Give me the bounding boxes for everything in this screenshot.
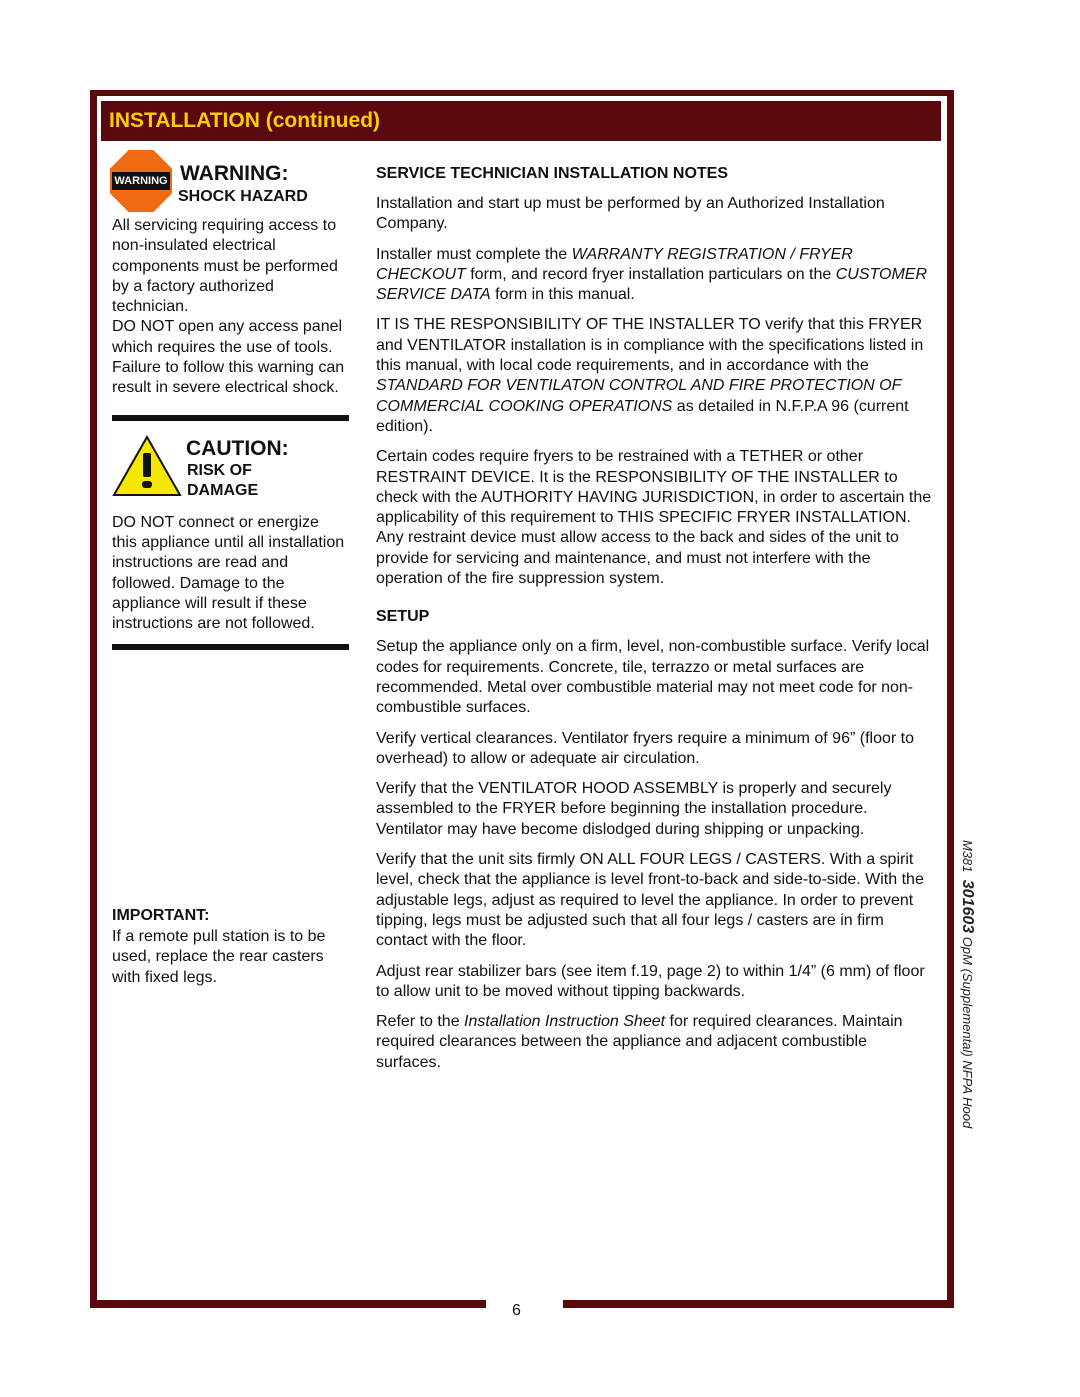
notes-paragraph-1: Installation and start up must be performed by an Authorized Installation Company.: [376, 195, 885, 233]
caution-triangle-icon: [112, 435, 182, 497]
notes-paragraph-2: Installer must complete the WARRANTY REGISTRATION / FRYER CHECKOUT form, and record fryer installation particulars on the CUSTOMER SERVICE DATA form in this manual.: [376, 245, 927, 304]
warning-body: All servicing requiring access to non-insulated electrical components must be performed by a factory authorized technician.: [112, 217, 338, 316]
notes-paragraph-4: Certain codes require fryers to be restrained with a TETHER or other RESTRAINT DEVICE. It is the RESPONSIBILITY OF THE INSTALLER to check with the AUTHORITY HAVING JURISDICTION, in order to ascertain the applicability of this requirement to THIS SPECIFIC FRYER INSTALLATION. Any restraint device must allow access to the back and sides of the unit to provide for servicing and maintenance, and must not interfere with the operation of the fire suppression system.: [376, 448, 932, 588]
side-document-id: M381 301603 OpM (Supplemental) NFPA Hood: [959, 840, 976, 1129]
setup-paragraph-2: Verify vertical clearances. Ventilator fryers require a minimum of 96” (floor to overhead) to allow or adequate air circulation.: [376, 729, 914, 767]
setup-paragraph-3: Verify that the VENTILATOR HOOD ASSEMBLY is properly and securely assembled to the FRYER before beginning the installation procedure. Ventilator may have become dislodged during shipping or unpacking.: [376, 780, 892, 838]
left-column: [112, 150, 348, 650]
page-frame-top: [90, 90, 954, 96]
section-header: INSTALLATION (continued): [101, 101, 941, 141]
notes-heading: SERVICE TECHNICIAN INSTALLATION NOTES: [376, 165, 729, 182]
caution-subtitle-line-2: DAMAGE: [187, 481, 259, 499]
warning-header: [112, 150, 348, 216]
setup-heading: SETUP: [376, 608, 430, 626]
page-frame-bottom-right: [563, 1300, 954, 1308]
caution-subtitle: [187, 461, 258, 501]
caution-body: DO NOT connect or energize this appliance until all installation instructions are read and followed. Damage to the appliance will result if these instructions are not followed.: [112, 513, 345, 633]
caution-header: [112, 429, 348, 513]
page-frame-bottom-left: [90, 1300, 486, 1308]
important-title: IMPORTANT:: [112, 907, 210, 924]
caution-subtitle-line-1: RISK OF: [187, 461, 252, 479]
page-frame-left: [90, 90, 97, 1308]
important-note: [112, 907, 348, 988]
warning-subtitle: SHOCK HAZARD: [178, 188, 308, 205]
setup-paragraph-1: Setup the appliance only on a firm, level, non-combustible surface. Verify local codes for requirements. Concrete, tile, terrazzo or metal surfaces are recommended. Metal over combustible material may not meet code for non-combustible surfaces.: [376, 638, 930, 717]
important-body: If a remote pull station is to be used, replace the rear casters with fixed legs.: [112, 928, 326, 986]
page-number: 6: [512, 1302, 521, 1319]
page-frame-right: [947, 90, 954, 1308]
right-column: [376, 164, 932, 1083]
notes-paragraph-3: IT IS THE RESPONSIBILITY OF THE INSTALLER TO verify that this FRYER and VENTILATOR installation is in compliance with the specifications listed in this manual, with local code requirements, and in accordance with the STANDARD FOR VENTILATON CONTROL AND FIRE PROTECTION OF COMMERCIAL COOKING OPERATIONS as detailed in N.F.P.A 96 (current edition).: [376, 316, 924, 435]
warning-title: WARNING:: [180, 162, 289, 185]
divider: [112, 415, 349, 421]
setup-paragraph-6: Refer to the Installation Instruction Sheet for required clearances. Maintain required clearances between the appliance and adjacent combustible surfaces.: [376, 1013, 903, 1071]
warning-body-2: DO NOT open any access panel which requires the use of tools. Failure to follow this warning can result in severe electrical shock.: [112, 318, 345, 397]
setup-paragraph-4: Verify that the unit sits firmly ON ALL FOUR LEGS / CASTERS. With a spirit level, check that the appliance is level front-to-back and side-to-side. With the adjustable legs, adjust as required to level the appliance. In order to prevent tipping, legs must be adjusted such that all four legs / casters are in firm contact with the floor.: [376, 851, 924, 950]
warning-sign-label: WARNING: [112, 172, 170, 190]
divider: [112, 644, 349, 650]
setup-paragraph-5: Adjust rear stabilizer bars (see item f.19, page 2) to within 1/4” (6 mm) of floor to allow unit to be moved without tipping backwards.: [376, 962, 925, 1000]
caution-title: CAUTION:: [186, 436, 289, 460]
